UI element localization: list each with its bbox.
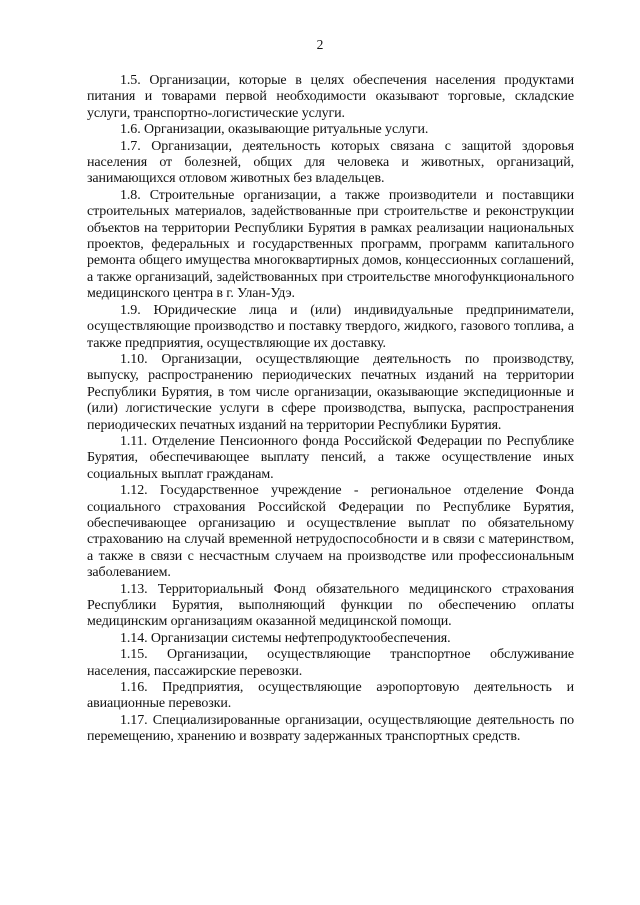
paragraph-1-5: 1.5. Организации, которые в целях обеспечения населения продуктами питания и товарами первой необходимости оказывают торговые, складские услуги, транспортно-логистические услуги.	[87, 73, 574, 121]
paragraph-1-14: 1.14. Организации системы нефтепродуктообеспечения.	[120, 630, 451, 646]
paragraph-1-13: 1.13. Территориальный Фонд обязательного медицинского страхования Республики Бурятия, выполняющий функции по обеспечению оплаты медицинским организациям оказанной медицинской помощи.	[87, 581, 574, 630]
paragraph-1-10: 1.10. Организации, осуществляющие деятельность по производству, выпуску, распространению периодических печатных изданий на территории Республики Бурятия, в том числе организации, оказывающие экспедиционные и (или) логистические услуги в сфере производства, выпуска, распространения периодических печатных изданий на территории Республики Бурятия.	[87, 351, 574, 433]
paragraph-1-16: 1.16. Предприятия, осуществляющие аэропортовую деятельность и авиационные перевозки.	[87, 680, 574, 712]
paragraph-1-6: 1.6. Организации, оказывающие ритуальные услуги.	[120, 122, 429, 138]
paragraph-1-7: 1.7. Организации, деятельность которых связана с защитой здоровья населения от болезней, общих для человека и животных, организаций, занимающихся отловом животных без владельцев.	[87, 138, 574, 187]
paragraph-1-11: 1.11. Отделение Пенсионного фонда Российской Федерации по Республике Бурятия, обеспечивающее выплату пенсий, а также осуществление иных социальных выплат гражданам.	[87, 433, 574, 482]
paragraph-1-9: 1.9. Юридические лица и (или) индивидуальные предприниматели, осуществляющие производство и поставку твердого, жидкого, газового топлива, а также предприятия, осуществляющие их доставку.	[87, 302, 574, 351]
paragraph-1-8: 1.8. Строительные организации, а также производители и поставщики строительных материалов, задействованные при строительстве и реконструкции объектов на территории Республики Бурятия в рамках реализации национальных проектов, федеральных и государственных программ, программ капитального ремонта общего имущества многоквартирных домов, концессионных соглашений, а также организаций, задействованных при строительстве многофункционального медицинского центра в г. Улан-Удэ.	[87, 187, 574, 302]
document-body	[87, 73, 574, 746]
page-number: 2	[316, 37, 324, 52]
paragraph-1-15: 1.15. Организации, осуществляющие транспортное обслуживание населения, пассажирские перевозки.	[87, 647, 574, 679]
paragraph-1-17: 1.17. Специализированные организации, осуществляющие деятельность по перемещению, хранению и возврату задержанных транспортных средств.	[87, 712, 574, 745]
paragraph-1-12: 1.12. Государственное учреждение - региональное отделение Фонда социального страхования Российской Федерации по Республике Бурятия, обеспечивающее организацию и осуществление выплат по обязательному страхованию на случай временной нетрудоспособности и в связи с материнством, а также в связи с несчастным случаем на производстве или профессиональным заболеванием.	[87, 483, 574, 581]
